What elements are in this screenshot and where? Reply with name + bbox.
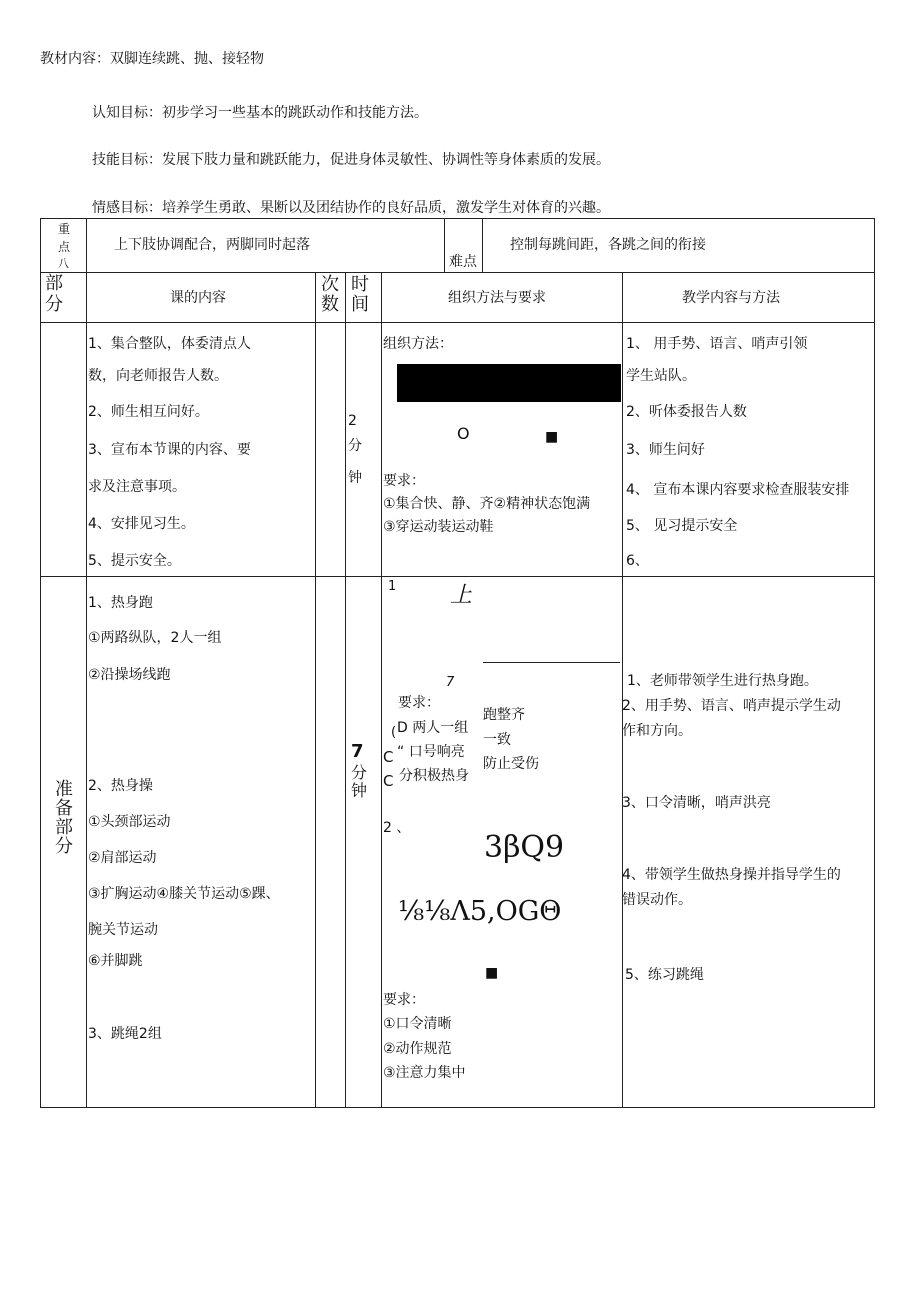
s1-content-line: 4、安排见习生。 [88, 516, 195, 532]
s2-content-line: ③扩胸运动④膝关节运动⑤踝、 [88, 886, 280, 902]
s1-content-line: 5、提示安全。 [88, 553, 181, 569]
s1-method-line: 4、 宣布本课内容要求检查服装安排 [626, 482, 850, 498]
s2-part-4: 分 [55, 836, 73, 857]
s2-req-left: 分积极热身 [399, 768, 469, 784]
s2-content-line: 3、跳绳2组 [88, 1026, 162, 1042]
s2-method-line: 作和方向。 [622, 723, 692, 739]
s2-content-line: ①头颈部运动 [88, 814, 171, 830]
s1-content-line: 1、集合整队，体委清点人 [88, 336, 251, 352]
s1-time-unit-2: 钟 [348, 470, 362, 486]
header-count-1: 次 [321, 274, 339, 295]
s2-time-value: 7 [351, 741, 364, 762]
header-org: 组织方法与要求 [448, 290, 546, 306]
skill-goal: 技能目标：发展下肢力量和跳跃能力，促进身体灵敏性、协调性等身体素质的发展。 [92, 152, 610, 168]
s2-part-3: 部 [55, 817, 73, 838]
header-part-2: 分 [45, 294, 63, 315]
s2-req-left: D 两人一组 [397, 720, 469, 736]
s2-part-2: 备 [55, 798, 73, 819]
s1-method-line: 5、 见习提示安全 [626, 518, 738, 534]
key-point-text: 上下肢协调配合，两脚同时起落 [114, 237, 310, 253]
s2-content-line: ⑥并脚跳 [88, 953, 143, 969]
s2-content-line: 2、热身操 [88, 778, 153, 794]
s1-time-unit-1: 分 [348, 438, 362, 454]
s2-org-number-1: 1 [388, 579, 397, 594]
s1-req-line: ③穿运动装运动鞋 [383, 519, 494, 535]
s1-method-line: 学生站队。 [626, 368, 696, 384]
header-part-1: 部 [45, 273, 63, 294]
s2-org-number-2: 2 、 [383, 820, 411, 836]
track-line [483, 662, 620, 663]
s1-method-line: 6、 [626, 553, 649, 569]
s2-req-right: 防止受伤 [483, 756, 539, 772]
c-mark-1: C [383, 748, 394, 766]
difficulty-label: 难点 [449, 254, 477, 270]
s2-req2-label: 要求： [383, 992, 425, 1008]
s2-req-right: 跑整齐 [483, 707, 525, 723]
header-method: 教学内容与方法 [682, 290, 780, 306]
s2-req-label: 要求： [398, 695, 440, 711]
s2-content-line: 1、热身跑 [88, 595, 153, 611]
material-line: 教材内容：双脚连续跳、抛、接轻物 [40, 51, 264, 67]
s1-content-line: 2、师生相互问好。 [88, 404, 209, 420]
s2-method-line: 5、练习跳绳 [625, 967, 704, 983]
s1-req-line: ①集合快、静、齐②精神状态饱满 [383, 496, 591, 512]
s2-content-line: ①两路纵队，2人一组 [88, 630, 222, 646]
s1-time-value: 2 [348, 413, 357, 429]
s2-time-unit-2: 钟 [351, 781, 368, 800]
s2-method-line: 2、用手势、语言、哨声提示学生动 [622, 698, 841, 714]
formation-glyph-2: ⅛⅛Λ5,OGΘ [398, 896, 562, 927]
s1-method-line: 2、听体委报告人数 [626, 404, 747, 420]
header-time-1: 时 [351, 274, 369, 295]
key-label-dian: 点 [58, 240, 71, 254]
s1-org-label: 组织方法： [383, 336, 453, 352]
formation-square-2: ■ [485, 965, 499, 981]
difficulty-text: 控制每跳间距，各跳之间的衔接 [510, 237, 706, 253]
s2-req-left: “ 口号响亮 [397, 744, 465, 760]
c-mark-2: C [383, 772, 394, 790]
s2-method-line: 3、口令清晰，哨声洪亮 [622, 795, 771, 811]
paren-mark: ( [391, 725, 397, 740]
s2-req2-line: ②动作规范 [383, 1041, 452, 1057]
s1-req-label: 要求： [383, 473, 425, 489]
header-count-2: 数 [321, 294, 339, 315]
formation-square: ■ [545, 429, 559, 445]
formation-circle: O [457, 424, 470, 443]
s2-req2-line: ③注意力集中 [383, 1065, 466, 1081]
s2-time-unit-1: 分 [351, 763, 368, 782]
s1-content-line: 数，向老师报告人数。 [88, 368, 228, 384]
running-figure-glyph: 上 [450, 583, 473, 608]
emotion-goal: 情感目标：培养学生勇敢、果断以及团结协作的良好品质，激发学生对体育的兴趣。 [92, 200, 610, 216]
s1-method-line: 3、师生问好 [626, 442, 705, 458]
s2-req-right: 一致 [483, 732, 511, 748]
s2-org-number-7: 7 [446, 675, 455, 690]
s2-content-line: ②肩部运动 [88, 850, 157, 866]
s2-method-line: 4、带领学生做热身操并指导学生的 [622, 867, 841, 883]
key-label-ba: 八 [58, 257, 69, 270]
s2-req2-line: ①口令清晰 [383, 1016, 452, 1032]
s2-content-line: 腕关节运动 [88, 922, 158, 938]
key-label-zhong: 重 [58, 222, 71, 236]
s2-content-line: ②沿操场线跑 [88, 667, 171, 683]
header-time-2: 间 [351, 294, 369, 315]
formation-glyph-1: 3βQ9 [484, 830, 565, 865]
header-content: 课的内容 [170, 290, 226, 306]
s1-content-line: 3、宣布本节课的内容、要 [88, 442, 251, 458]
cognitive-goal: 认知目标：初步学习一些基本的跳跃动作和技能方法。 [92, 105, 428, 121]
s1-method-line: 1、 用手势、语言、哨声引领 [626, 336, 808, 352]
s2-part-1: 准 [55, 779, 73, 800]
s2-method-line: 错误动作。 [622, 892, 692, 908]
s2-method-line: 1、老师带领学生进行热身跑。 [627, 673, 818, 689]
formation-block [397, 364, 621, 402]
s1-content-line: 求及注意事项。 [88, 479, 186, 495]
